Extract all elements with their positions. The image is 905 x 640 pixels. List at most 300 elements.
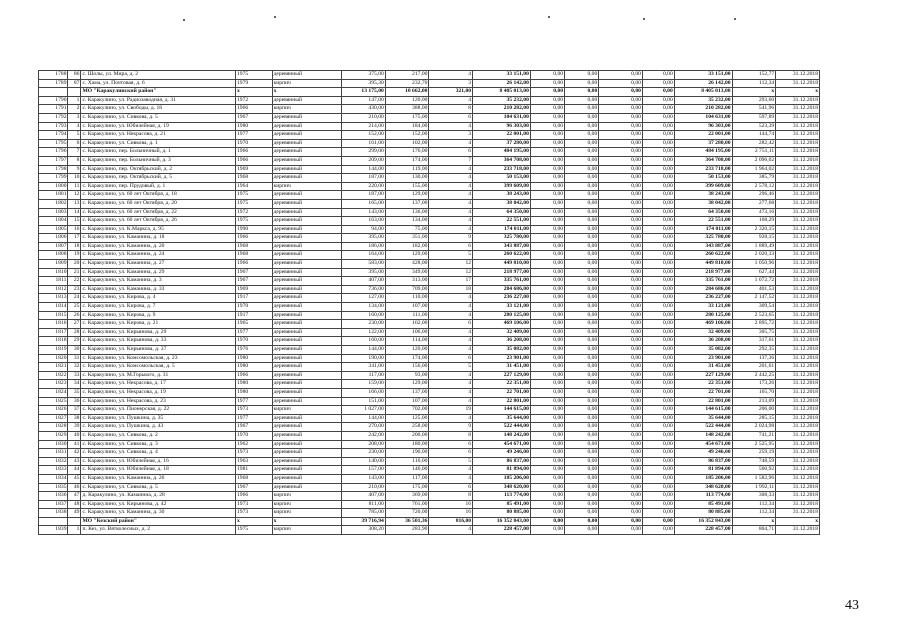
table-cell: с. Каракулино, ул. Сивкова, д. 1 xyxy=(81,139,236,148)
table-cell: 174,00 xyxy=(385,354,429,363)
table-cell: 627,44 xyxy=(732,268,776,277)
table-cell: 23 901,00 xyxy=(473,354,531,363)
table-cell: деревянный xyxy=(272,174,342,183)
table-cell: 31.12.2018 xyxy=(776,165,820,174)
table-cell: деревянный xyxy=(272,440,342,449)
table-cell: 1966 xyxy=(236,260,273,269)
table-cell: 0,00 xyxy=(565,474,599,483)
table-cell: деревянный xyxy=(272,285,342,294)
table-cell: 17 xyxy=(68,234,81,243)
table-cell: 81 894,00 xyxy=(674,466,732,475)
table-cell: 32 409,00 xyxy=(674,328,732,337)
table-cell: 1803 xyxy=(39,208,68,217)
table-cell: 804,71 xyxy=(732,526,776,535)
table-cell: 283,90 xyxy=(385,526,429,535)
table-cell: 4 xyxy=(429,371,473,380)
table-cell: 0,00 xyxy=(599,346,643,355)
table-cell: 228 457,00 xyxy=(473,526,531,535)
table-cell: 285,15 xyxy=(732,414,776,423)
table-cell: 0,00 xyxy=(530,225,564,234)
table-cell: 0,00 xyxy=(642,388,674,397)
table-cell: 230,00 xyxy=(342,320,386,329)
table-cell: 155,00 xyxy=(385,182,429,191)
table-cell: 0,00 xyxy=(530,380,564,389)
table-cell: 33 121,00 xyxy=(674,303,732,312)
table-cell: 928,15 xyxy=(732,234,776,243)
table-cell: п. Кез, ул. Вятколесных, д. 2 xyxy=(81,526,236,535)
table-row xyxy=(39,285,820,294)
table-row xyxy=(39,234,820,243)
table-cell: с. Каракулино, ул. Кирова, д. 4 xyxy=(81,294,236,303)
table-cell: 0,00 xyxy=(599,337,643,346)
table-cell: 2 523,65 xyxy=(732,311,776,320)
table-cell: 0,00 xyxy=(530,346,564,355)
table-cell: 1796 xyxy=(39,148,68,157)
table-cell: 81 894,00 xyxy=(473,466,531,475)
table-cell: 22 551,00 xyxy=(674,217,732,226)
table-cell: 0,00 xyxy=(565,492,599,501)
table-cell: 1808 xyxy=(39,251,68,260)
table-cell: 761,00 xyxy=(385,500,429,509)
table-cell: 213,09 xyxy=(732,397,776,406)
table-row xyxy=(39,526,820,535)
table-cell: 0,00 xyxy=(565,363,599,372)
table-cell: 166,00 xyxy=(342,388,386,397)
table-cell: 31.12.2018 xyxy=(776,509,820,518)
table-row xyxy=(39,217,820,226)
table-cell: 31.12.2018 xyxy=(776,268,820,277)
table-cell: 449 810,00 xyxy=(674,260,732,269)
table-cell: 102,00 xyxy=(385,139,429,148)
table-cell: 0,00 xyxy=(642,311,674,320)
table-cell: 5 xyxy=(68,131,81,140)
table-cell: 152,00 xyxy=(385,131,429,140)
table-cell: 10 662,00 xyxy=(385,88,429,97)
table-cell: 317,61 xyxy=(732,337,776,346)
table-cell: 0,00 xyxy=(565,406,599,415)
table-cell: 0,00 xyxy=(642,397,674,406)
table-cell: 0,00 xyxy=(530,371,564,380)
table-cell: 49 246,00 xyxy=(674,449,732,458)
table-cell: 4 xyxy=(429,466,473,475)
table-cell: 31.12.2018 xyxy=(776,156,820,165)
table-cell: 144,00 xyxy=(342,414,386,423)
table-cell: 159,00 xyxy=(342,380,386,389)
table-row xyxy=(39,225,820,234)
table-cell: 15 xyxy=(68,217,81,226)
table-cell: 1970 xyxy=(236,303,273,312)
table-cell: 0,00 xyxy=(599,526,643,535)
table-cell: деревянный xyxy=(272,260,342,269)
table-cell: 1968 xyxy=(236,242,273,251)
table-cell: 7 xyxy=(429,156,473,165)
table-cell: МО "Каракулинский район" xyxy=(81,88,236,97)
table-cell: 0,00 xyxy=(599,285,643,294)
table-row xyxy=(39,474,820,483)
table-row xyxy=(39,303,820,312)
table-cell: 35 082,00 xyxy=(473,346,531,355)
table-cell: 20 xyxy=(68,260,81,269)
table-cell: 117,00 xyxy=(342,371,386,380)
table-cell: 160,00 xyxy=(342,337,386,346)
table-cell: 49 246,00 xyxy=(473,449,531,458)
table-cell: деревянный xyxy=(272,483,342,492)
table-cell: 260 622,00 xyxy=(674,251,732,260)
table-cell: 31.12.2018 xyxy=(776,474,820,483)
table-cell: 0,00 xyxy=(530,328,564,337)
table-cell: 388,00 xyxy=(385,105,429,114)
table-cell: 1836 xyxy=(39,492,68,501)
table-cell: 0,00 xyxy=(599,517,643,526)
table-cell: 220,00 xyxy=(342,182,386,191)
table-cell: 22 801,00 xyxy=(473,397,531,406)
table-cell: 0,00 xyxy=(642,217,674,226)
table-row xyxy=(39,440,820,449)
table-cell: 0,00 xyxy=(599,277,643,286)
table-cell: 0,00 xyxy=(599,457,643,466)
table-cell: 36 208,00 xyxy=(674,337,732,346)
table-cell: с. Каракулино, ул. Каманина, д. 3 xyxy=(81,277,236,286)
table-cell: 0,00 xyxy=(565,346,599,355)
table-cell: с. Каракулино, ул. М.Горького, д. 31 xyxy=(81,371,236,380)
table-cell: 28 xyxy=(68,328,81,337)
table-cell: 282,42 xyxy=(732,139,776,148)
table-cell: деревянный xyxy=(272,234,342,243)
table-cell: 144,00 xyxy=(342,346,386,355)
table-cell: 31.12.2018 xyxy=(776,191,820,200)
table-cell: 35 644,00 xyxy=(674,414,732,423)
table-cell: деревянный xyxy=(272,354,342,363)
table-cell: 12 xyxy=(429,268,473,277)
table-cell: с. Каракулино, ул. Каманина, д. 24 xyxy=(81,251,236,260)
table-cell: 0,00 xyxy=(642,517,674,526)
table-cell: 395,00 xyxy=(342,268,386,277)
table-cell: 1965 xyxy=(236,320,273,329)
table-cell: 484 195,00 xyxy=(473,148,531,157)
table-cell: кирпич xyxy=(272,79,342,88)
table-cell: 1973 xyxy=(236,449,273,458)
table-row xyxy=(39,139,820,148)
table-cell: 748,59 xyxy=(732,457,776,466)
table-cell: деревянный xyxy=(272,71,342,80)
table-cell: 0,00 xyxy=(642,191,674,200)
table-cell: 399 609,00 xyxy=(674,182,732,191)
table-cell: 1793 xyxy=(39,122,68,131)
table-row xyxy=(39,346,820,355)
table-cell: 0,00 xyxy=(565,303,599,312)
table-cell: с. Каракулино, ул. Сивкова, д. 4 xyxy=(81,449,236,458)
table-cell: 6 xyxy=(429,483,473,492)
table-cell: 1788 xyxy=(39,71,68,80)
table-cell: 32 409,00 xyxy=(473,328,531,337)
table-cell: 1818 xyxy=(39,337,68,346)
table-cell: 164,00 xyxy=(342,251,386,260)
table-cell: 280 125,00 xyxy=(674,311,732,320)
table-cell: 125,00 xyxy=(385,414,429,423)
table-cell: 0,00 xyxy=(642,440,674,449)
table-cell: 1972 xyxy=(236,96,273,105)
table-cell: 31.12.2018 xyxy=(776,285,820,294)
table-cell: 341,00 xyxy=(342,363,386,372)
table-cell: 0,00 xyxy=(642,285,674,294)
table-cell: 0,00 xyxy=(599,320,643,329)
table-row xyxy=(39,113,820,122)
table-cell: 0,00 xyxy=(642,457,674,466)
table-cell: 1968 xyxy=(236,251,273,260)
table-cell: 6 xyxy=(429,113,473,122)
table-cell: 31.12.2018 xyxy=(776,492,820,501)
table-cell: 8 xyxy=(68,156,81,165)
table-cell: 0,00 xyxy=(642,242,674,251)
table-cell: 560,92 xyxy=(732,466,776,475)
table-cell: 260 622,00 xyxy=(473,251,531,260)
table-cell: 45 xyxy=(68,474,81,483)
table-cell: 292,35 xyxy=(732,346,776,355)
table-cell: 270,00 xyxy=(342,423,386,432)
table-cell: 31.12.2018 xyxy=(776,79,820,88)
table-cell: деревянный xyxy=(272,363,342,372)
table-row xyxy=(39,260,820,269)
table-cell: 227 129,00 xyxy=(674,371,732,380)
table-cell: 22 701,00 xyxy=(674,388,732,397)
table-cell: 1970 xyxy=(236,337,273,346)
table-cell: 23 xyxy=(68,285,81,294)
table-cell: 25 xyxy=(68,303,81,312)
table-cell: 13 175,00 xyxy=(342,88,386,97)
table-cell: 228 457,00 xyxy=(674,526,732,535)
table-cell: 0,00 xyxy=(530,466,564,475)
table-cell: 8 xyxy=(429,431,473,440)
table-cell: с. Каракулино, ул. Каманина, д. 18 xyxy=(81,234,236,243)
table-cell: 93,00 xyxy=(385,371,429,380)
table-cell: 210 282,00 xyxy=(473,105,531,114)
table-cell: 64 350,00 xyxy=(473,208,531,217)
table-cell: деревянный xyxy=(272,242,342,251)
table-cell: 454 671,00 xyxy=(674,440,732,449)
table-row xyxy=(39,242,820,251)
table-cell: 0,00 xyxy=(599,474,643,483)
table-cell: 180,00 xyxy=(385,440,429,449)
table-cell: 0,00 xyxy=(599,242,643,251)
table-cell: 113 774,00 xyxy=(674,492,732,501)
table-cell: 174,00 xyxy=(385,156,429,165)
table-cell: 0,00 xyxy=(565,371,599,380)
table-cell: 811,00 xyxy=(342,500,386,509)
table-cell: 23 901,00 xyxy=(674,354,732,363)
table-cell: с. Каракулино, ул. Каманина, д. 29 xyxy=(81,268,236,277)
table-cell: 277,68 xyxy=(732,199,776,208)
table-cell: 1968 xyxy=(236,174,273,183)
table-cell: 22 351,00 xyxy=(674,380,732,389)
table-cell: 111,00 xyxy=(385,311,429,320)
table-cell: деревянный xyxy=(272,311,342,320)
table-cell: 31.12.2018 xyxy=(776,500,820,509)
table-cell: 1 992,11 xyxy=(732,483,776,492)
table-cell: 0,00 xyxy=(599,139,643,148)
table-cell: 0,00 xyxy=(565,337,599,346)
table-cell: 185 206,00 xyxy=(473,474,531,483)
table-cell: деревянный xyxy=(272,397,342,406)
table-cell: с. Каракулино, ул. Каманина, д. 20 xyxy=(81,242,236,251)
table-cell: 0,00 xyxy=(642,526,674,535)
table-cell: 0,00 xyxy=(565,131,599,140)
table-cell: 1790 xyxy=(39,96,68,105)
table-row xyxy=(39,268,820,277)
table-row xyxy=(39,251,820,260)
table-cell: 208,00 xyxy=(342,440,386,449)
table-cell: 4 xyxy=(429,380,473,389)
table-cell: с. Каракулино, ул. Сивкова, д. 3 xyxy=(81,440,236,449)
table-cell: 407,00 xyxy=(342,277,386,286)
table-cell: с. Каракулино, ул. Сивкова, д. 5 xyxy=(81,113,236,122)
table-cell: 348 620,00 xyxy=(473,483,531,492)
table-cell: 0,00 xyxy=(530,96,564,105)
table-cell: 1967 xyxy=(236,113,273,122)
table-cell: 4 xyxy=(429,526,473,535)
table-cell: 210,00 xyxy=(342,113,386,122)
table-cell: 0,00 xyxy=(642,492,674,501)
table-cell: 1789 xyxy=(39,79,68,88)
table-cell: деревянный xyxy=(272,303,342,312)
table-cell: с. Каракулино, ул. Радиозаводная, д. 31 xyxy=(81,96,236,105)
table-cell: 31.12.2018 xyxy=(776,337,820,346)
table-cell: 4 xyxy=(429,294,473,303)
table-cell: 113 774,00 xyxy=(473,492,531,501)
table-cell: 0,00 xyxy=(642,371,674,380)
table-cell: 293,60 xyxy=(732,96,776,105)
table-cell: 1805 xyxy=(39,225,68,234)
table-cell: деревянный xyxy=(272,131,342,140)
table-cell: 31.12.2018 xyxy=(776,260,820,269)
table-cell: 4 xyxy=(429,182,473,191)
table-cell: 0,00 xyxy=(599,79,643,88)
table-cell: 31.12.2018 xyxy=(776,354,820,363)
table-cell: 0,00 xyxy=(565,165,599,174)
table-cell: 816,00 xyxy=(429,517,473,526)
table-cell: 21 xyxy=(68,268,81,277)
table-cell: 31.12.2018 xyxy=(776,328,820,337)
table-cell: 0,00 xyxy=(565,268,599,277)
table-cell: 0,00 xyxy=(565,217,599,226)
table-cell: 0,00 xyxy=(565,449,599,458)
table-cell: 175,00 xyxy=(385,483,429,492)
table-cell: 785,00 xyxy=(342,509,386,518)
table-cell: 233 718,00 xyxy=(674,165,732,174)
table-row xyxy=(39,371,820,380)
table-cell: 2 024,98 xyxy=(732,423,776,432)
table-cell: 137,00 xyxy=(385,199,429,208)
table-cell: 0,00 xyxy=(599,113,643,122)
table-cell: 0,00 xyxy=(642,483,674,492)
table-cell: 0,00 xyxy=(599,466,643,475)
table-cell: 0,00 xyxy=(599,509,643,518)
table-cell: 37 xyxy=(68,406,81,415)
table-cell: 85 491,00 xyxy=(674,500,732,509)
table-cell: 0,00 xyxy=(530,285,564,294)
table-cell: 0,00 xyxy=(565,251,599,260)
table-row xyxy=(39,311,820,320)
table-cell: с. Каракулино, ул. Некрасова, д. 23 xyxy=(81,397,236,406)
table-cell: 348 620,00 xyxy=(674,483,732,492)
table-cell: кирпич xyxy=(272,105,342,114)
table-cell: 0,00 xyxy=(599,492,643,501)
table-cell: 227 129,00 xyxy=(473,371,531,380)
table-cell: 1819 xyxy=(39,346,68,355)
table-cell: 0,00 xyxy=(565,285,599,294)
table-cell: 343 887,00 xyxy=(473,242,531,251)
table-cell: 107,00 xyxy=(385,303,429,312)
table-cell: 144 615,00 xyxy=(674,406,732,415)
table-cell: 1811 xyxy=(39,277,68,286)
table-cell: 130,00 xyxy=(385,174,429,183)
table-cell: 144,00 xyxy=(342,165,386,174)
table-cell: 3 xyxy=(68,113,81,122)
table-cell: 484 195,00 xyxy=(674,148,732,157)
table-cell: с. Каракулино, ул. 60 лет Октября, д. 22 xyxy=(81,208,236,217)
table-cell: 4 xyxy=(429,328,473,337)
table-cell: 8 xyxy=(429,105,473,114)
table-cell: 38 042,00 xyxy=(473,199,531,208)
table-cell: 0,00 xyxy=(599,122,643,131)
table-cell: 0,00 xyxy=(565,388,599,397)
table-cell: 0,00 xyxy=(565,457,599,466)
table-cell: деревянный xyxy=(272,320,342,329)
table-cell: 0,00 xyxy=(565,234,599,243)
table-cell: 0,00 xyxy=(565,208,599,217)
table-row xyxy=(39,509,820,518)
table-cell: 31.12.2018 xyxy=(776,371,820,380)
table-cell: деревянный xyxy=(272,337,342,346)
table-cell: 335 761,00 xyxy=(473,277,531,286)
table-cell: 37 280,00 xyxy=(674,139,732,148)
table-cell: 1825 xyxy=(39,397,68,406)
table-cell: деревянный xyxy=(272,122,342,131)
table-cell: 0,00 xyxy=(530,277,564,286)
table-cell: с. Каракулино, ул. Каманина, д. 30 xyxy=(81,509,236,518)
page-number: 43 xyxy=(845,598,859,613)
table-cell: 31.12.2018 xyxy=(776,217,820,226)
table-cell: с. Каракулино, ул. Кирьянова, д. 37 xyxy=(81,346,236,355)
table-cell: 1823 xyxy=(39,380,68,389)
table-cell: 0,00 xyxy=(530,423,564,432)
table-row xyxy=(39,294,820,303)
table-cell: 1969 xyxy=(236,165,273,174)
table-cell: 14 xyxy=(68,208,81,217)
table-cell: 0,00 xyxy=(565,354,599,363)
table-cell: 8 405 013,00 xyxy=(473,88,531,97)
table-cell: 136,00 xyxy=(385,208,429,217)
table-cell: 4 xyxy=(429,388,473,397)
table-cell: 31.12.2018 xyxy=(776,303,820,312)
table-cell: 87 xyxy=(68,79,81,88)
table-cell: 0,00 xyxy=(642,234,674,243)
table-cell: 1837 xyxy=(39,500,68,509)
table-cell: 0,00 xyxy=(599,96,643,105)
table-cell: 375,00 xyxy=(342,71,386,80)
table-cell: 259,19 xyxy=(732,449,776,458)
table-cell: х xyxy=(732,88,776,97)
table-cell: 1797 xyxy=(39,156,68,165)
table-cell: 31.12.2018 xyxy=(776,105,820,114)
table-cell: 7 xyxy=(68,148,81,157)
table-cell: 0,00 xyxy=(642,182,674,191)
table-cell: 46 xyxy=(68,483,81,492)
table-cell: кирпич xyxy=(272,406,342,415)
table-cell: 22 xyxy=(68,277,81,286)
table-cell: 0,00 xyxy=(642,199,674,208)
table-cell: 50 153,00 xyxy=(674,174,732,183)
table-cell: 1975 xyxy=(236,71,273,80)
